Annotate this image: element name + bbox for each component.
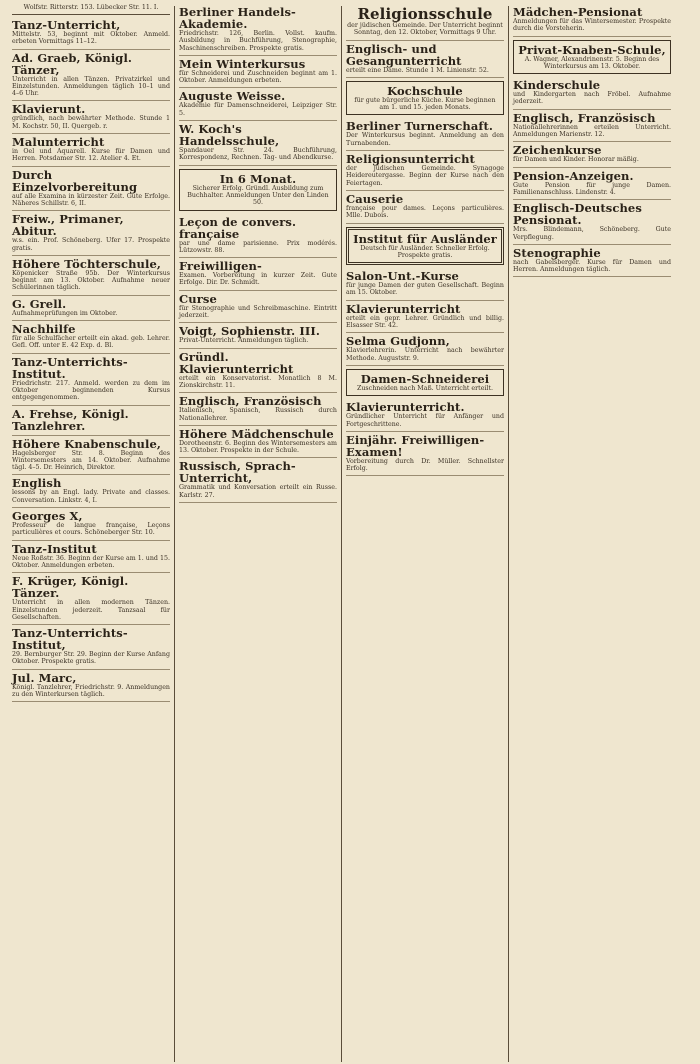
advertisement xyxy=(12,354,170,406)
ad-headline: Englisch- und Gesangunterricht xyxy=(346,41,462,68)
advertisement xyxy=(12,50,170,102)
advertisement xyxy=(346,301,504,334)
ad-headline: Englisch, Französisch xyxy=(513,110,656,125)
ad-headline: Höhere Töchterschule, xyxy=(12,256,161,271)
ad-body-text: in Oel und Aquarell. Kurse für Damen und Herren. Potsdamer Str. 12. Atelier 4. Et. xyxy=(12,148,170,163)
ad-headline: Zeichenkurse xyxy=(513,143,602,158)
advertisement xyxy=(346,399,504,432)
ad-body-text: 29. Bernburger Str. 29. Beginn der Kurse Anfang Oktober. Prospekte gratis. xyxy=(12,651,170,666)
ad-headline: Stenographie xyxy=(513,245,601,260)
advertisement xyxy=(346,118,504,151)
advertisement xyxy=(346,268,504,301)
advertisement xyxy=(12,17,170,50)
ad-body-text: Sicherer Erfolg. Gründl. Ausbildung zum Buchhalter. Anmeldungen Unter den Linden 50. xyxy=(187,184,329,207)
ad-headline: Nachhilfe xyxy=(12,322,76,337)
ad-body-text: lessons by an Engl. lady. Private and classes. Conversation. Linkstr. 4, I. xyxy=(12,489,170,504)
ad-body-text: Examen. Vorbereitung in kurzer Zeit. Gute Erfolge. Dir. Dr. Schmidt. xyxy=(179,272,337,287)
ad-headline: Jul. Marc, xyxy=(12,670,77,685)
ad-headline: Höhere Mädchenschule xyxy=(179,426,334,441)
ad-headline: Kinderschule xyxy=(513,78,601,93)
advertisement xyxy=(346,191,504,224)
advertisement xyxy=(179,56,337,89)
advertisement xyxy=(12,508,170,541)
column-4-ads xyxy=(513,4,671,277)
advertisement xyxy=(179,291,337,324)
ad-headline: Höhere Knabenschule, xyxy=(12,436,162,451)
advertisement xyxy=(179,393,337,426)
ad-body-text: nach Gabelsberger. Kurse für Damen und Herren. Anmeldungen täglich. xyxy=(513,258,671,274)
ad-headline: Selma Gudjonn, xyxy=(346,334,450,349)
advertisement xyxy=(12,670,170,703)
advertisement xyxy=(346,369,504,396)
ad-headline: English xyxy=(12,476,62,491)
ad-body-text: erteilt ein Konservatorist. Monatlich 8 M. Zionskirchstr. 11. xyxy=(179,374,337,389)
advertisement xyxy=(12,134,170,167)
ad-headline: Klavierunterricht xyxy=(346,301,461,316)
ad-body-text: A. Wagner, Alexandrinenstr. 5. Beginn des Winterkursus am 13. Oktober. xyxy=(524,55,660,70)
ad-body-text: Akademie für Damenschneiderei, Leipziger Str. 5. xyxy=(179,102,337,117)
ad-body-text: für alle Schulfächer erteilt ein akad. geb. Lehrer. Gefl. Off. unter E. 42 Exp. d. Bl. xyxy=(12,335,170,350)
advertisement xyxy=(513,110,671,143)
ad-headline: Auguste Weisse. xyxy=(179,89,286,104)
column-3 xyxy=(342,4,508,1062)
ad-headline: Religionsunterricht xyxy=(346,152,475,167)
ad-body-text: Privat-Unterricht. Anmeldungen täglich. xyxy=(179,337,309,345)
advertisement xyxy=(12,256,170,296)
ad-body-text: Zuschneiden nach Maß. Unterricht erteilt. xyxy=(357,384,493,392)
ad-body-text: Königl. Tanzlehrer, Friedrichstr. 9. Anmeldungen zu den Winterkursen täglich. xyxy=(12,683,170,698)
ad-body-text: Klavierlehrerin. Unterricht nach bewährter Methode. Auguststr. 9. xyxy=(346,347,504,362)
advertisement xyxy=(12,406,170,436)
ad-body-text: erteilt ein gepr. Lehrer. Gründlich und billig. Elsasser Str. 42. xyxy=(346,314,504,330)
ad-body-text: Grammatik und Konversation erteilt ein Russe. Karlstr. 27. xyxy=(179,484,337,499)
ad-headline: Georges X, xyxy=(12,509,83,524)
advertisement xyxy=(513,245,671,278)
column-1 xyxy=(8,4,174,1062)
ad-headline: Durch Einzelvorbereitung xyxy=(12,167,138,194)
ad-body-text: Anmeldungen für das Wintersemester. Prospekte durch die Vorsteherin. xyxy=(513,18,671,33)
column-2 xyxy=(175,4,341,1062)
ad-body-text: Mrs. Blindemann, Schöneberg. Gute Verpflegung. xyxy=(513,226,671,241)
folio-line: Wolfstr. Ritterstr. 153. Lübecker Str. 11. I. xyxy=(12,4,170,15)
ad-headline: Berliner Handels-Akademie. xyxy=(179,5,296,31)
advertisement xyxy=(12,296,170,321)
advertisement xyxy=(346,227,504,266)
ad-body-text: und Kindergarten nach Fröbel. Aufnahme jederzeit. xyxy=(513,91,671,106)
ad-body-text: Friedrichstr. 126, Berlin. Vollst. kaufm. Ausbildung in Buchführung, Stenographie, Maschinenschreiben. Prospekte gratis. xyxy=(179,30,337,52)
ad-body-text: für Stenographie und Schreibmaschine. Eintritt jederzeit. xyxy=(179,304,337,320)
ad-headline: Voigt, Sophienstr. III. xyxy=(179,324,320,339)
advertisement xyxy=(179,121,337,166)
ad-body-text: Der Winterkursus beginnt. Anmeldung an den Turnabenden. xyxy=(346,132,504,147)
advertisement xyxy=(346,333,504,366)
advertisement xyxy=(346,41,504,78)
ad-headline: Einjähr. Freiwilligen-Examen! xyxy=(346,432,485,459)
advertisement xyxy=(513,40,671,75)
ad-body-text: Professeur de langue française, Leçons particulières et cours. Schöneberger Str. 10. xyxy=(12,522,170,537)
advertisement xyxy=(179,169,337,211)
ad-headline: Berliner Turnerschaft. xyxy=(346,119,493,134)
ad-body-text: Deutsch für Ausländer. Schneller Erfolg. Prospekte gratis. xyxy=(360,244,490,259)
ad-body-text: Dorotheenstr. 6. Beginn des Wintersemesters am 13. Oktober. Prospekte in der Schule. xyxy=(179,439,337,455)
ad-body-text: gründlich, nach bewährter Methode. Stunde 1 M. Kochstr. 50, II. Quergeb. r. xyxy=(12,115,170,130)
ad-headline: Pension-Anzeigen. xyxy=(513,168,634,183)
ad-body-text: Vorbereitung durch Dr. Müller. Schnellster Erfolg. xyxy=(346,457,504,473)
advertisement xyxy=(12,101,170,134)
ad-headline: Causerie xyxy=(346,191,404,206)
advertisement xyxy=(179,426,337,459)
advertisement xyxy=(513,168,671,201)
ad-headline: Englisch-Deutsches Pensionat. xyxy=(513,201,642,228)
ad-headline: Tanz-Institut xyxy=(12,541,97,556)
ad-headline: F. Krüger, Königl. Tänzer. xyxy=(12,574,129,601)
ad-headline: Freiwilligen- xyxy=(179,259,262,274)
ad-body-text: Gute Pension für junge Damen. Familienanschluss. Lindenstr. 4. xyxy=(513,181,671,196)
advertisement xyxy=(12,541,170,574)
ad-headline: Curse xyxy=(179,291,217,306)
advertisement xyxy=(12,475,170,508)
ad-headline: Leçon de convers. française xyxy=(179,214,297,241)
advertisement xyxy=(12,211,170,256)
ad-body-text: Aufnahmeprüfungen im Oktober. xyxy=(12,309,118,317)
column-3-ads xyxy=(346,4,504,476)
advertisement xyxy=(12,167,170,212)
ad-headline: In 6 Monat. xyxy=(219,171,297,186)
advertisement xyxy=(179,458,337,503)
ad-headline: Gründl. Klavierunterricht xyxy=(179,349,294,376)
ad-body-text: Mittelstr. 53, beginnt mit Oktober. Anmeld. erbeten Vormittags 11–12. xyxy=(12,31,170,46)
ad-body-text: Gründlicher Unterricht für Anfänger und Fortgeschrittene. xyxy=(346,413,504,428)
ad-headline: Tanz-Unterricht, xyxy=(12,18,121,32)
column-4 xyxy=(509,4,675,1062)
ad-body-text: Friedrichstr. 217. Anmeld. werden zu dem im Oktober beginnenden Kursus entgegengenommen. xyxy=(12,379,170,402)
ad-headline: G. Grell. xyxy=(12,296,67,311)
advertisement xyxy=(179,349,337,394)
ad-body-text: für Damen und Kinder. Honorar mäßig. xyxy=(513,156,639,164)
ad-body-text: erteilt eine Dame. Stunde 1 M. Linienstr. 52. xyxy=(346,66,489,74)
ad-headline: Ad. Graeb, Königl. Tänzer, xyxy=(12,50,133,77)
ad-body-text: Nationallehrerinnen erteilen Unterricht. Anmeldungen Marienstr. 12. xyxy=(513,123,671,139)
ad-headline: Privat-Knaben-Schule, xyxy=(518,42,666,57)
advertisement xyxy=(346,432,504,477)
ad-headline: Institut für Ausländer xyxy=(353,231,497,246)
advertisement xyxy=(12,625,170,670)
advertisement xyxy=(12,573,170,625)
column-1-ads xyxy=(12,17,170,702)
ad-headline: Freiw., Primaner, Abitur. xyxy=(12,212,124,239)
ad-headline: A. Frehse, Königl. Tanzlehrer. xyxy=(12,406,129,433)
ad-body-text: Unterricht in allen modernen Tänzen. Einzelstunden jederzeit. Tanzsaal für Gesellschaften. xyxy=(12,599,170,621)
ad-headline: Religionsschule xyxy=(357,5,493,23)
ad-headline: W. Koch's Handelsschule, xyxy=(179,122,280,149)
ad-body-text: Hagelsberger Str. 8. Beginn des Wintersemesters am 14. Oktober. Aufnahme tägl. 4–5. Dr. Heinrich, Direktor. xyxy=(12,449,170,472)
ad-body-text: w.s. ein. Prof. Schöneberg. Ufer 17. Prospekte gratis. xyxy=(12,237,170,252)
ad-body-text: Unterricht in allen Tänzen. Privatzirkel und Einzelstunden. Anmeldungen täglich 10–1 und 4–6 Uhr. xyxy=(12,75,170,98)
ad-body-text: der jüdischen Gemeinde. Synagoge Heidereutergasse. Beginn der Kurse nach den Feiertagen. xyxy=(346,165,504,187)
ad-body-text: par une dame parisienne. Prix modérés. Lützowstr. 88. xyxy=(179,239,337,254)
ad-headline: Malunterricht xyxy=(12,135,105,150)
advertisement xyxy=(513,4,671,37)
ad-body-text: für junge Damen der guten Gesellschaft. Beginn am 15. Oktober. xyxy=(346,282,504,297)
advertisement xyxy=(179,88,337,121)
ad-headline: Tanz-Unterrichts-Institut. xyxy=(12,354,128,381)
ad-headline: Englisch, Französisch xyxy=(179,394,322,409)
advertisement xyxy=(12,321,170,354)
advertisement xyxy=(179,4,337,56)
advertisement xyxy=(346,4,504,41)
ad-headline: Russisch, Sprach-Unterricht, xyxy=(179,459,296,486)
ad-headline: Mädchen-Pensionat xyxy=(513,5,643,19)
ad-headline: Tanz-Unterrichts-Institut, xyxy=(12,626,128,653)
ad-body-text: Italienisch, Spanisch, Russisch durch Nationallehrer. xyxy=(179,407,337,422)
advertisement xyxy=(513,200,671,245)
ad-headline: Klavierunterricht. xyxy=(346,400,465,415)
ad-body-text: Neue Roßstr. 36. Beginn der Kurse am 1. und 15. Oktober. Anmeldungen erbeten. xyxy=(12,554,170,569)
ad-headline: Damen-Schneiderei xyxy=(360,371,490,386)
advertisement xyxy=(346,81,504,116)
ad-body-text: Köpenicker Straße 95b. Der Winterkursus beginnt am 13. Oktober. Aufnahme neuer Schülerinnen täglich. xyxy=(12,269,170,292)
advertisement xyxy=(346,151,504,191)
ad-body-text: für gute bürgerliche Küche. Kurse beginnen am 1. und 15. jeden Monats. xyxy=(354,96,496,112)
ad-headline: Salon-Unt.-Kurse xyxy=(346,269,459,284)
ad-body-text: der jüdischen Gemeinde. Der Unterricht beginnt Sonntag, den 12. Oktober, Vormittags 9 Uhr. xyxy=(347,22,503,37)
ad-body-text: française pour dames. Leçons particulières. Mlle. Dubois. xyxy=(346,204,504,220)
advertisement xyxy=(179,258,337,291)
ad-body-text: für Schneiderei und Zuschneiden beginnt am 1. Oktober. Anmeldungen erbeten. xyxy=(179,69,337,85)
column-2-ads xyxy=(179,4,337,503)
ad-headline: Mein Winterkursus xyxy=(179,56,306,71)
advertisement xyxy=(179,214,337,259)
advertisement xyxy=(513,142,671,167)
advertisement xyxy=(179,323,337,348)
advertisement xyxy=(12,436,170,476)
ad-body-text: Spandauer Str. 24. Buchführung, Korrespondenz, Rechnen. Tag- und Abendkurse. xyxy=(179,147,337,162)
ad-headline: Kochschule xyxy=(387,83,463,98)
ad-body-text: auf alle Examina in kürzester Zeit. Gute Erfolge. Näheres Schillstr. 6, II. xyxy=(12,192,170,207)
advertisement xyxy=(513,77,671,110)
ad-headline: Klavierunt. xyxy=(12,102,86,117)
